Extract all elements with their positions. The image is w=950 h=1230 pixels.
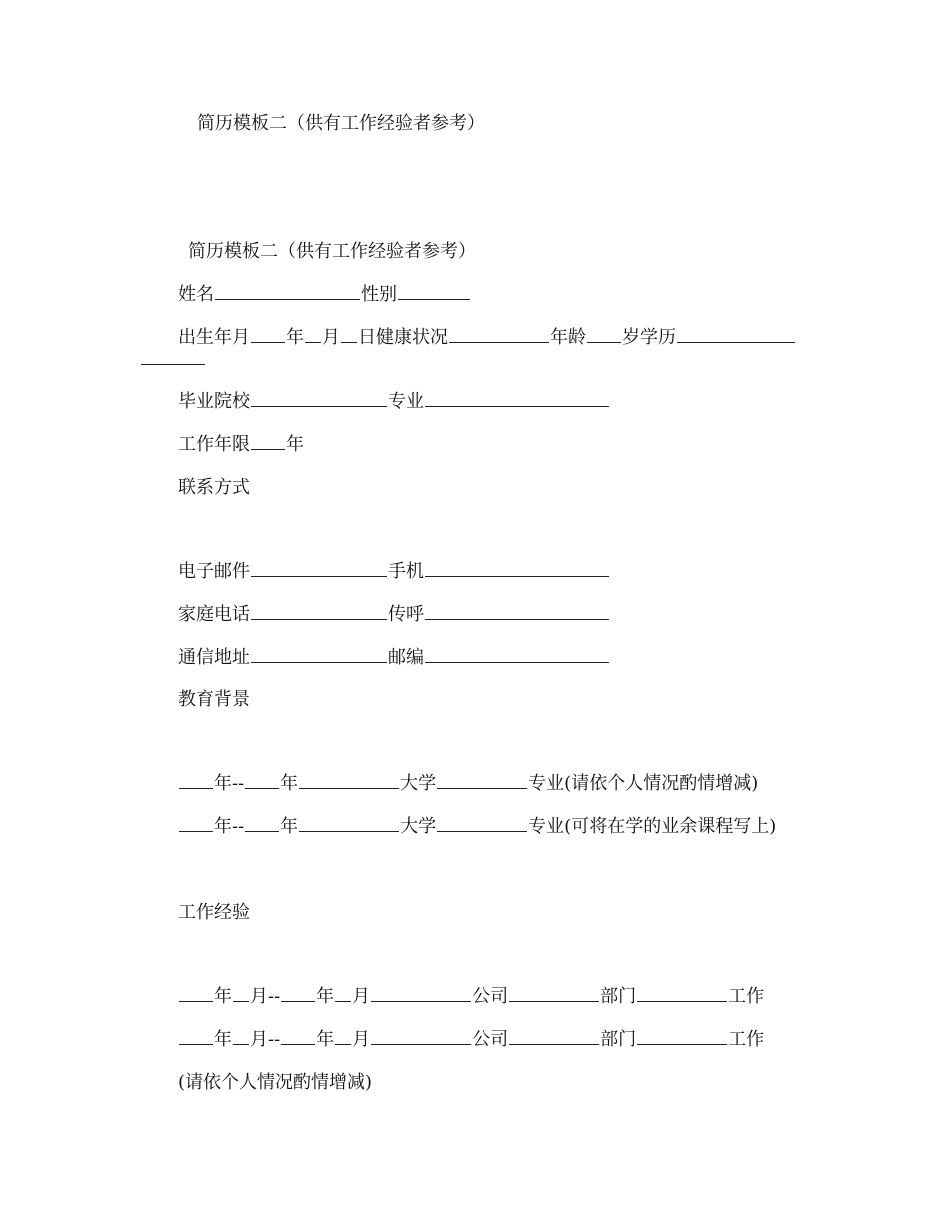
name-gender-line — [178, 283, 471, 307]
work2-start-month-blank[interactable] — [233, 1028, 249, 1045]
work2-year: 年 — [214, 1029, 232, 1050]
edu2-end-year-blank[interactable] — [245, 815, 279, 832]
edu2-major-note: 专业(可将在学的业余课程写上) — [528, 816, 777, 837]
email-blank[interactable] — [251, 560, 387, 577]
name-label: 姓名 — [178, 284, 214, 305]
edu2-year-char: 年 — [214, 816, 232, 837]
work-heading: 工作经验 — [178, 902, 250, 923]
pager-blank[interactable] — [425, 603, 609, 620]
work2-company: 公司 — [472, 1029, 509, 1050]
home-phone-blank[interactable] — [251, 603, 387, 620]
address-blank[interactable] — [251, 646, 387, 663]
health-blank[interactable] — [449, 326, 549, 343]
work2-month: 月 — [250, 1029, 268, 1050]
work2-end-month-blank[interactable] — [335, 1028, 351, 1045]
birth-year-char: 年 — [286, 327, 304, 348]
edu1-end-year-blank[interactable] — [245, 772, 279, 789]
work2-start-year-blank[interactable] — [179, 1028, 213, 1045]
work-row-2 — [178, 1028, 764, 1052]
work-row-1 — [178, 985, 764, 1009]
work2-job-blank[interactable] — [637, 1028, 727, 1045]
gender-label: 性别 — [361, 284, 397, 305]
work1-job: 工作 — [728, 986, 765, 1007]
mobile-label: 手机 — [388, 561, 424, 582]
work2-dash: -- — [268, 1029, 281, 1050]
work1-start-year-blank[interactable] — [179, 985, 213, 1002]
work1-dash: -- — [268, 986, 281, 1007]
work1-year-2: 年 — [316, 986, 335, 1007]
work2-department-blank[interactable] — [509, 1028, 599, 1045]
work1-month-2: 月 — [352, 986, 371, 1007]
postcode-blank[interactable] — [425, 646, 609, 663]
birth-day-blank[interactable] — [341, 326, 357, 343]
education-blank[interactable] — [677, 326, 795, 343]
work1-year: 年 — [214, 986, 232, 1007]
address-line — [178, 646, 610, 670]
work1-company: 公司 — [472, 986, 509, 1007]
edu1-major-blank[interactable] — [437, 772, 527, 789]
work-years-unit: 年 — [286, 434, 304, 455]
education-row-1 — [178, 772, 758, 796]
edu1-university-blank[interactable] — [299, 772, 399, 789]
work1-department: 部门 — [600, 986, 637, 1007]
home-phone-line — [178, 603, 610, 627]
name-blank[interactable] — [215, 283, 360, 300]
email-label: 电子邮件 — [178, 561, 250, 582]
mobile-blank[interactable] — [425, 560, 609, 577]
edu2-university: 大学 — [400, 816, 437, 837]
age-edu-label: 岁学历 — [622, 327, 676, 348]
edu1-university: 大学 — [400, 773, 437, 794]
work-note: (请依个人情况酌情增减) — [178, 1072, 373, 1093]
work1-end-month-blank[interactable] — [335, 985, 351, 1002]
work2-job: 工作 — [728, 1029, 765, 1050]
work2-end-year-blank[interactable] — [281, 1028, 315, 1045]
school-label: 毕业院校 — [178, 391, 250, 412]
birth-month-blank[interactable] — [305, 326, 321, 343]
address-label: 通信地址 — [178, 647, 250, 668]
work-years-label: 工作年限 — [178, 434, 250, 455]
edu1-year-char-2: 年 — [280, 773, 299, 794]
birth-label: 出生年月 — [178, 327, 250, 348]
contact-heading: 联系方式 — [178, 477, 250, 498]
school-line — [178, 390, 610, 414]
work1-department-blank[interactable] — [509, 985, 599, 1002]
postcode-label: 邮编 — [388, 647, 424, 668]
work1-job-blank[interactable] — [637, 985, 727, 1002]
home-phone-label: 家庭电话 — [178, 604, 250, 625]
work1-company-blank[interactable] — [371, 985, 471, 1002]
edu1-start-year-blank[interactable] — [179, 772, 213, 789]
school-blank[interactable] — [251, 390, 387, 407]
email-line — [178, 560, 610, 584]
edu2-major-blank[interactable] — [437, 815, 527, 832]
birth-year-blank[interactable] — [251, 326, 285, 343]
document-title: 简历模板二（供有工作经验者参考） — [188, 241, 476, 262]
edu2-university-blank[interactable] — [299, 815, 399, 832]
major-blank[interactable] — [425, 390, 609, 407]
work2-month-2: 月 — [352, 1029, 371, 1050]
work2-company-blank[interactable] — [371, 1028, 471, 1045]
work-years-line — [178, 433, 304, 457]
day-health-label: 日健康状况 — [358, 327, 448, 348]
edu2-year-char-2: 年 — [280, 816, 299, 837]
edu2-dash: -- — [232, 816, 245, 837]
birth-line — [178, 326, 796, 350]
education-blank-wrap[interactable] — [141, 348, 205, 365]
birth-month-char: 月 — [322, 327, 340, 348]
edu1-year-char: 年 — [214, 773, 232, 794]
education-row-2 — [178, 815, 776, 839]
major-label: 专业 — [388, 391, 424, 412]
work1-end-year-blank[interactable] — [281, 985, 315, 1002]
age-blank[interactable] — [587, 326, 621, 343]
header-title: 简历模板二（供有工作经验者参考） — [197, 113, 485, 134]
education-blank-continued — [140, 348, 206, 372]
work-years-blank[interactable] — [251, 433, 285, 450]
gender-blank[interactable] — [398, 283, 470, 300]
age-label: 年龄 — [550, 327, 586, 348]
edu1-major-note: 专业(请依个人情况酌情增减) — [528, 773, 759, 794]
work1-month: 月 — [250, 986, 268, 1007]
edu1-dash: -- — [232, 773, 245, 794]
work2-year-2: 年 — [316, 1029, 335, 1050]
edu2-start-year-blank[interactable] — [179, 815, 213, 832]
pager-label: 传呼 — [388, 604, 424, 625]
work1-start-month-blank[interactable] — [233, 985, 249, 1002]
education-heading: 教育背景 — [178, 689, 250, 710]
work2-department: 部门 — [600, 1029, 637, 1050]
